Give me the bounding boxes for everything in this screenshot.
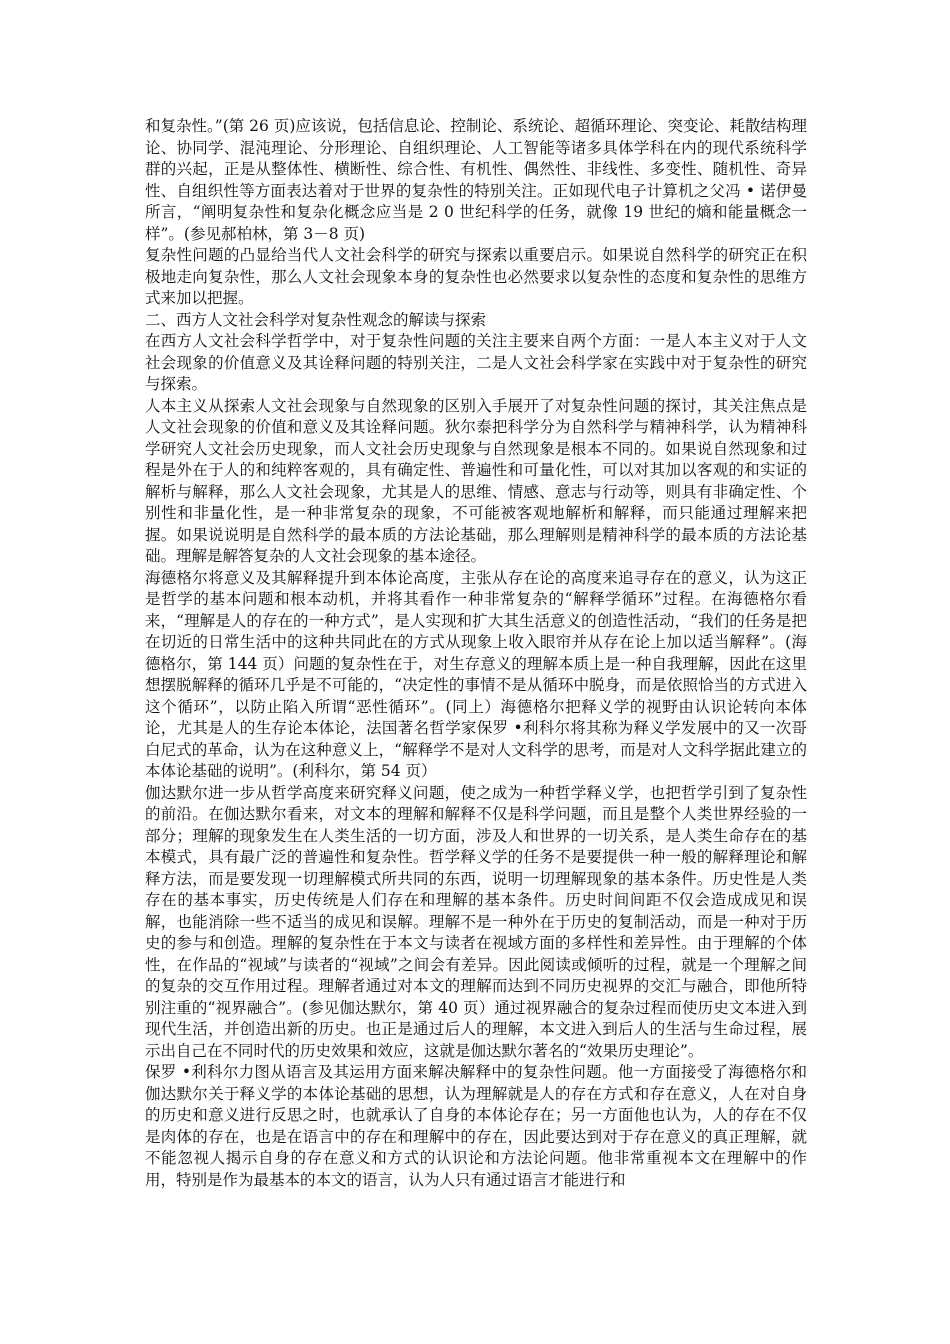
paragraph-heidegger: 海德格尔将意义及其解释提升到本体论高度，主张从存在论的高度来追寻存在的意义，认为这正是哲学的基本问题和根本动机，并将其看作一种非常复杂的“解释学循环”过程。在海德格尔看来，“理解是人的存在的一种方式”，是人实现和扩大其生活意义的创造性活动，“我们的任务是把在切近的日常生活中的这种共同此在的方式从现象上收入眼帘并从存在论上加以适当解释”。(海德格尔，第 144 页）问题的复杂性在于，对生存意义的理解本质上是一种自我理解，因此在这里想摆脱解释的循环几乎是不可能的，“决定性的事情不是从循环中脱身，而是依照恰当的方式进入这个循环”，以防止陷入所谓“恶性循环”。(同上）海德格尔把释义学的视野由认识论转向本体论，尤其是人的生存论本体论，法国著名哲学家保罗 •利科尔将其称为释义学发展中的又一次哥白尼式的革命，认为在这种意义上，“解释学不是对人文科学的思考，而是对人文科学据此建立的本体论基础的说明”。(利科尔，第 54 页） (145, 568, 807, 780)
paragraph-humanities-implication: 复杂性问题的凸显给当代人文社会科学的研究与探索以重要启示。如果说自然科学的研究正在积极地走向复杂性，那么人文社会现象本身的复杂性也必然要求以复杂性的态度和复杂性的思维方式来加以把握。 (145, 246, 807, 307)
paragraph-complexity-sciences: 和复杂性。”(第 26 页)应该说，包括信息论、控制论、系统论、超循环理论、突变论、耗散结构理论、协同学、混沌理论、分形理论、自组织理论、人工智能等诸多具体学科在内的现代系统科学群的兴起，正是从整体性、横断性、综合性、有机性、偶然性、非线性、多变性、随机性、奇异性、自组织性等方面表达着对于世界的复杂性的特别关注。正如现代电子计算机之父冯 • 诺伊曼所言，“阐明复杂性和复杂化概念应当是 2 0 世纪科学的任务，就像 19 世纪的熵和能量概念一样”。(参见郝柏林，第 3－8 页) (145, 117, 807, 243)
paragraph-ricoeur: 保罗 •利科尔力图从语言及其运用方面来解决解释中的复杂性问题。他一方面接受了海德格尔和伽达默尔关于释义学的本体论基础的思想，认为理解就是人的存在方式和存在意义，人在对自身的历史和意义进行反思之时，也就承认了自身的本体论存在；另一方面他也认为，人的存在不仅是肉体的存在，也是在语言中的存在和理解中的存在，因此要达到对于存在意义的真正理解，就不能忽视人揭示自身的存在意义和方式的认识论和方法论问题。他非常重视本文在理解中的作用，特别是作为最基本的本文的语言，认为人只有通过语言才能进行和 (145, 1063, 807, 1189)
paragraph-gadamer: 伽达默尔进一步从哲学高度来研究释义问题，使之成为一种哲学释义学，也把哲学引到了复杂性的前沿。在伽达默尔看来，对文本的理解和解释不仅是科学问题，而且是整个人类世界经验的一部分；理解的现象发生在人类生活的一切方面，涉及人和世界的一切关系，是人类生命存在的基本模式，具有最广泛的普遍性和复杂性。哲学释义学的任务不是要提供一种一般的解释理论和解释方法，而是要发现一切理解模式所共同的东西，说明一切理解现象的基本条件。历史性是人类存在的基本事实，历史传统是人们存在和理解的基本条件。历史时间间距不仅会造成成见和误解，也能消除一些不适当的成见和误解。理解不是一种外在于历史的复制活动，而是一种对于历史的参与和创造。理解的复杂性在于本文与读者在视域方面的多样性和差异性。由于理解的个体性，在作品的“视域”与读者的“视域”之间会有差异。因此阅读或倾听的过程，就是一个理解之间的复杂的交互作用过程。理解者通过对本文的理解而达到不同历史视界的交汇与融合，即他所特别注重的“视界融合”。(参见伽达默尔，第 40 页）通过视界融合的复杂过程而使历史文本进入到现代生活，并创造出新的历史。也正是通过后人的理解，本文进入到后人的生活与生命过程，展示出自己在不同时代的历史效果和效应，这就是伽达默尔著名的“效果历史理论”。 (145, 783, 807, 1060)
document-page (145, 116, 807, 1191)
paragraph-humanism-dilthey: 人本主义从探索人文社会现象与自然现象的区别入手展开了对复杂性问题的探讨，其关注焦点是人文社会现象的价值和意义及其诠释问题。狄尔泰把科学分为自然科学与精神科学，认为精神科学研究人文社会历史现象，而人文社会历史现象与自然现象是根本不同的。如果说自然现象和过程是外在于人的和纯粹客观的，具有确定性、普遍性和可量化性，可以对其加以客观的和实证的解析与解释，那么人文社会现象，尤其是人的思维、情感、意志与行动等，则具有非确定性、个别性和非量化性，是一种非常复杂的现象，不可能被客观地解析和解释，而只能通过理解来把握。如果说说明是自然科学的最本质的方法论基础，那么理解则是精神科学的最本质的方法论基础。理解是解答复杂的人文社会现象的基本途径。 (145, 396, 807, 565)
paragraph-two-aspects: 在西方人文社会科学哲学中，对于复杂性问题的关注主要来自两个方面：一是人本主义对于人文社会现象的价值意义及其诠释问题的特别关注，二是人文社会科学家在实践中对于复杂性的研究与探索。 (145, 332, 807, 393)
section-heading: 二、西方人文社会科学对复杂性观念的解读与探索 (145, 310, 487, 329)
